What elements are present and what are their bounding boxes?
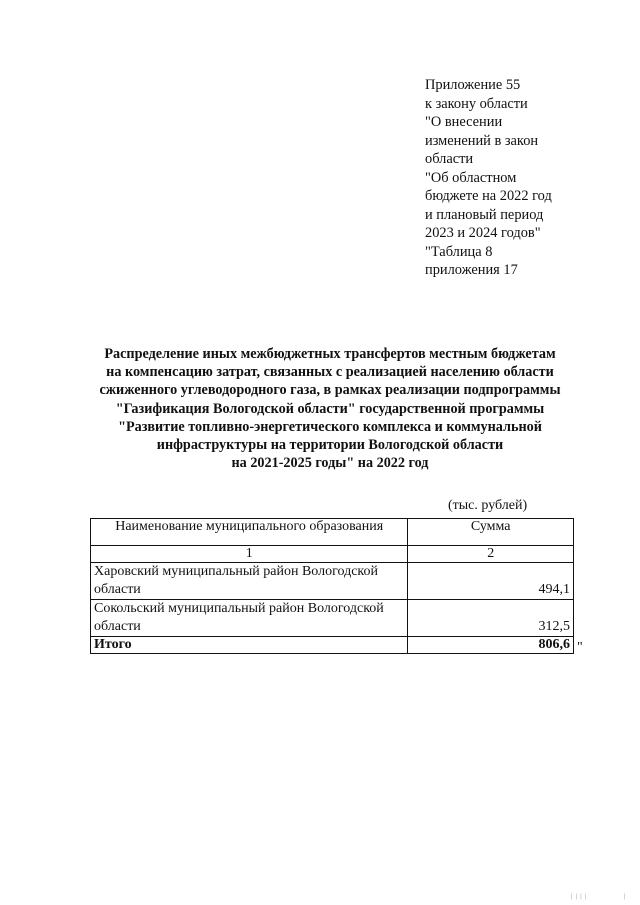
title-line: Распределение иных межбюджетных трансфертов местным бюджетам <box>104 346 556 362</box>
column-number-row <box>91 546 574 563</box>
title-line: на 2021-2025 годы" на 2022 год <box>231 455 429 472</box>
units-label: (тыс. рублей) <box>448 498 528 513</box>
title-line: "Развитие топливно-энергетического комплекса и коммунальной <box>118 418 542 435</box>
municipality-sum: 312,5 <box>408 600 574 637</box>
appendix-line: Приложение 55 <box>425 77 521 93</box>
total-row <box>91 637 574 654</box>
document-title <box>80 345 580 472</box>
header-name-cell: Наименование муниципального образования <box>91 519 408 546</box>
distribution-table <box>90 518 574 654</box>
appendix-line: бюджете на 2022 год <box>425 188 552 204</box>
appendix-header <box>425 76 625 280</box>
scan-artifact: | <box>624 894 627 900</box>
total-sum: 806,6 <box>408 637 574 654</box>
total-label: Итого <box>91 637 408 654</box>
scan-artifact: | | | | <box>571 894 588 900</box>
title-line: сжиженного углеводородного газа, в рамках реализации подпрограммы <box>99 382 561 399</box>
title-line: на компенсацию затрат, связанных с реализацией населению области <box>106 364 554 381</box>
appendix-line: "Таблица 8 <box>425 243 493 260</box>
column-number-name: 1 <box>91 546 408 563</box>
municipality-name: Харовский муниципальный район Вологодской области <box>91 563 408 600</box>
appendix-line: 2023 и 2024 годов" <box>425 225 541 241</box>
appendix-line: и плановый период <box>425 206 544 223</box>
appendix-line: области <box>425 151 474 167</box>
appendix-line: приложения 17 <box>425 262 518 278</box>
table-header-row <box>91 519 574 546</box>
table-row <box>91 563 574 600</box>
header-sum-cell: Сумма <box>408 519 574 546</box>
municipality-name: Сокольский муниципальный район Вологодской области <box>91 600 408 637</box>
title-line: инфраструктуры на территории Вологодской области <box>156 437 504 454</box>
appendix-line: к закону области <box>425 95 528 112</box>
appendix-line: "Об областном <box>425 169 517 186</box>
municipality-sum: 494,1 <box>408 563 574 600</box>
table-row <box>91 600 574 637</box>
appendix-line: "О внесении <box>425 114 503 130</box>
column-number-sum: 2 <box>408 546 574 563</box>
title-line: "Газификация Вологодской области" государственной программы <box>115 400 545 417</box>
closing-quote: " <box>577 640 583 655</box>
appendix-line: изменений в закон <box>425 132 539 149</box>
